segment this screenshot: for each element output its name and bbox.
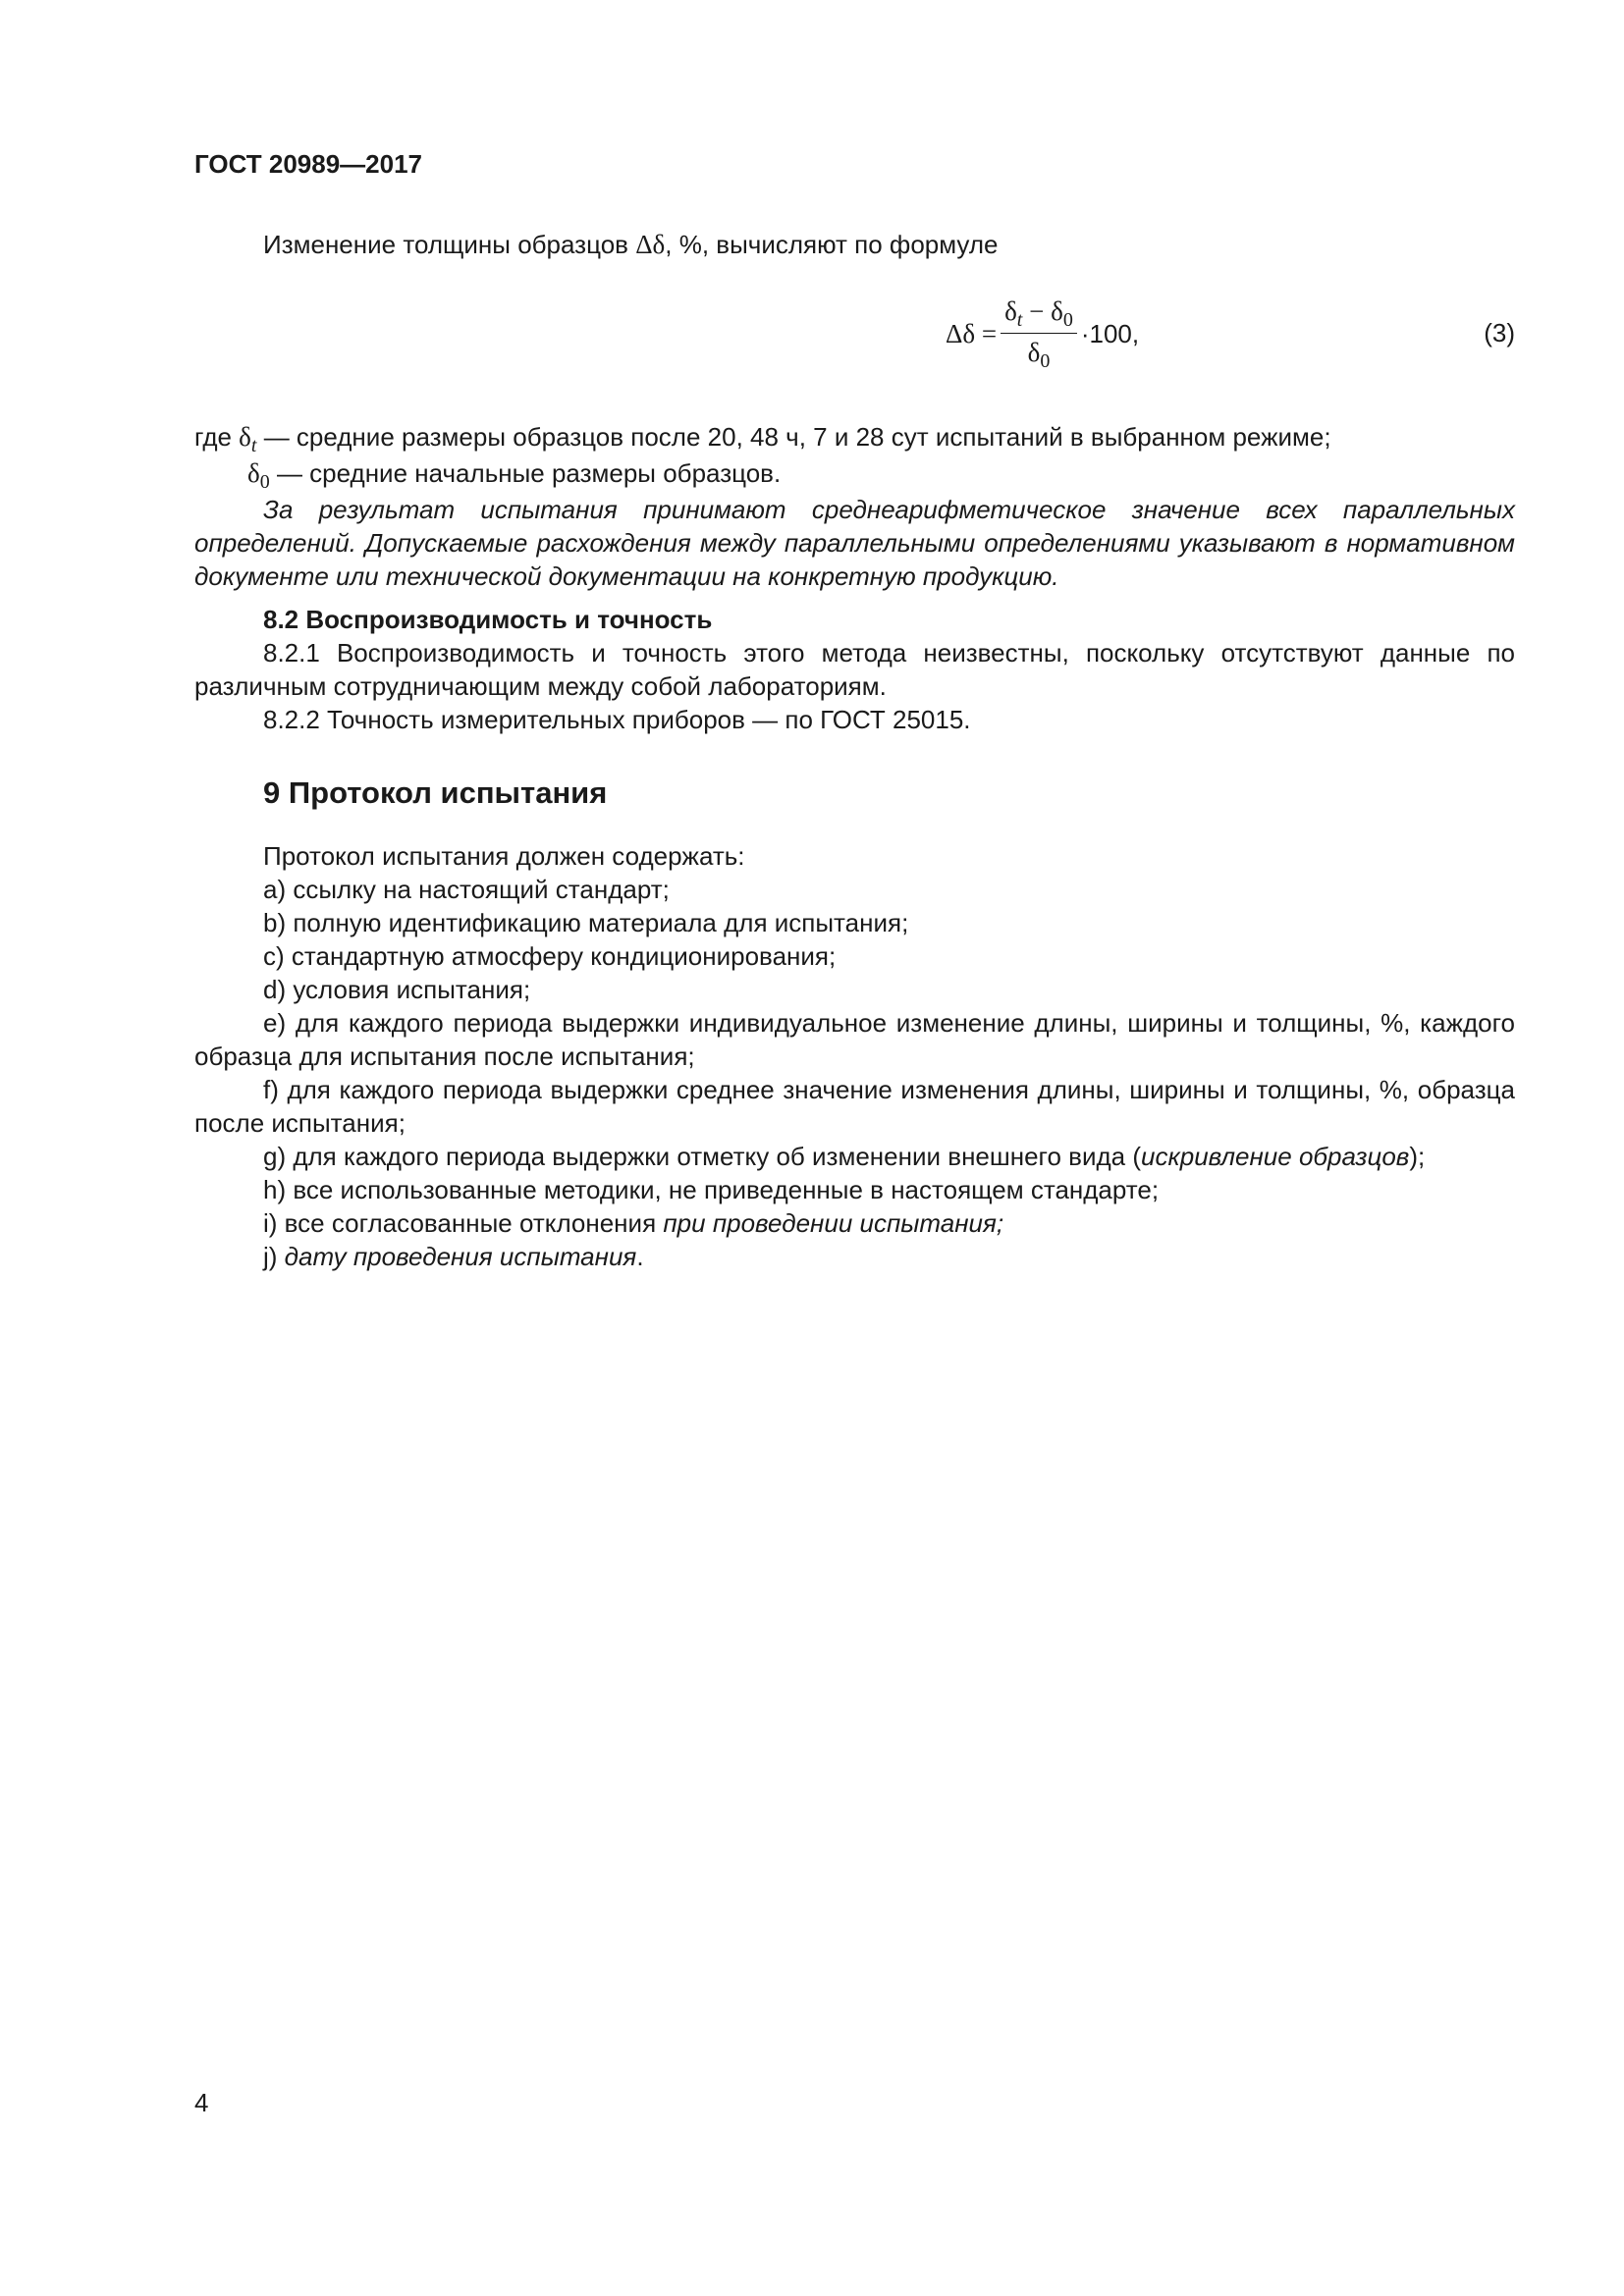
protocol-item-f: f) для каждого периода выдержки среднее значение изменения длины, ширины и толщины, %, образца после испытания; — [194, 1075, 1515, 1138]
protocol-item-d: d) условия испытания; — [263, 975, 531, 1004]
protocol-item-j: j) дату проведения испытания. — [263, 1242, 644, 1271]
formula-lhs: Δδ = — [946, 318, 998, 348]
protocol-intro: Протокол испытания должен содержать: — [263, 841, 745, 871]
protocol-item-g: g) для каждого периода выдержки отметку об изменении внешнего вида (искривление образцов); — [263, 1142, 1426, 1171]
formula-numerator: $\delta_t - \delta_0$ — [1001, 294, 1077, 334]
equation-number: (3) — [1484, 318, 1515, 347]
protocol-item-i: i) все согласованные отклонения при проведении испытания; — [263, 1208, 1004, 1238]
page-number: 4 — [194, 2088, 209, 2117]
section-8-2-title: 8.2 Воспроизводимость и точность — [263, 605, 713, 634]
delta-delta-symbol: Δδ — [635, 230, 666, 259]
section-9-body — [194, 839, 1515, 1273]
document-header: ГОСТ 20989—2017 — [194, 149, 422, 179]
protocol-item-c: c) стандартную атмосферу кондиционирования; — [263, 941, 837, 971]
formula-definitions — [194, 420, 1515, 593]
formula-denominator: $\delta_0$ — [1027, 338, 1051, 372]
protocol-item-h: h) все использованные методики, не приведенные в настоящем стандарте; — [263, 1175, 1160, 1204]
definition-delta-0: $\delta_0$ — средние начальные размеры образцов. — [247, 458, 782, 493]
protocol-item-b: b) полную идентификацию материала для испытания; — [263, 908, 909, 937]
formula-3 — [194, 294, 1515, 373]
definition-delta-t: где $\delta_t$ — средние размеры образцов после 20, 48 ч, 7 и 28 сут испытаний в выбранном режиме; — [194, 422, 1331, 456]
section-9-title: 9 Протокол испытания — [263, 775, 608, 810]
formula-fraction — [1001, 294, 1077, 372]
protocol-item-e: e) для каждого периода выдержки индивидуальное изменение длины, ширины и толщины, %, каждого образца для испытания после испытания; — [194, 1008, 1515, 1071]
section-9-title-wrap — [194, 776, 1515, 810]
protocol-item-a: a) ссылку на настоящий стандарт; — [263, 875, 670, 904]
formula-tail: ·100, — [1080, 318, 1140, 348]
section-8-2 — [194, 603, 1515, 736]
result-note: За результат испытания принимают среднеарифметическое значение всех параллельных определений. Допускаемые расхождения между параллельными определениями указывают в нормативном документе или технической документации на конкретную продукцию. — [194, 495, 1515, 591]
section-8-2-2: 8.2.2 Точность измерительных приборов — по ГОСТ 25015. — [263, 705, 971, 734]
formula-intro: Изменение толщины образцов Δδ, %, вычисляют по формуле — [263, 230, 999, 259]
section-8-2-1: 8.2.1 Воспроизводимость и точность этого метода неизвестны, поскольку отсутствуют данные по различным сотрудничающим между собой лабораториям. — [194, 638, 1515, 701]
